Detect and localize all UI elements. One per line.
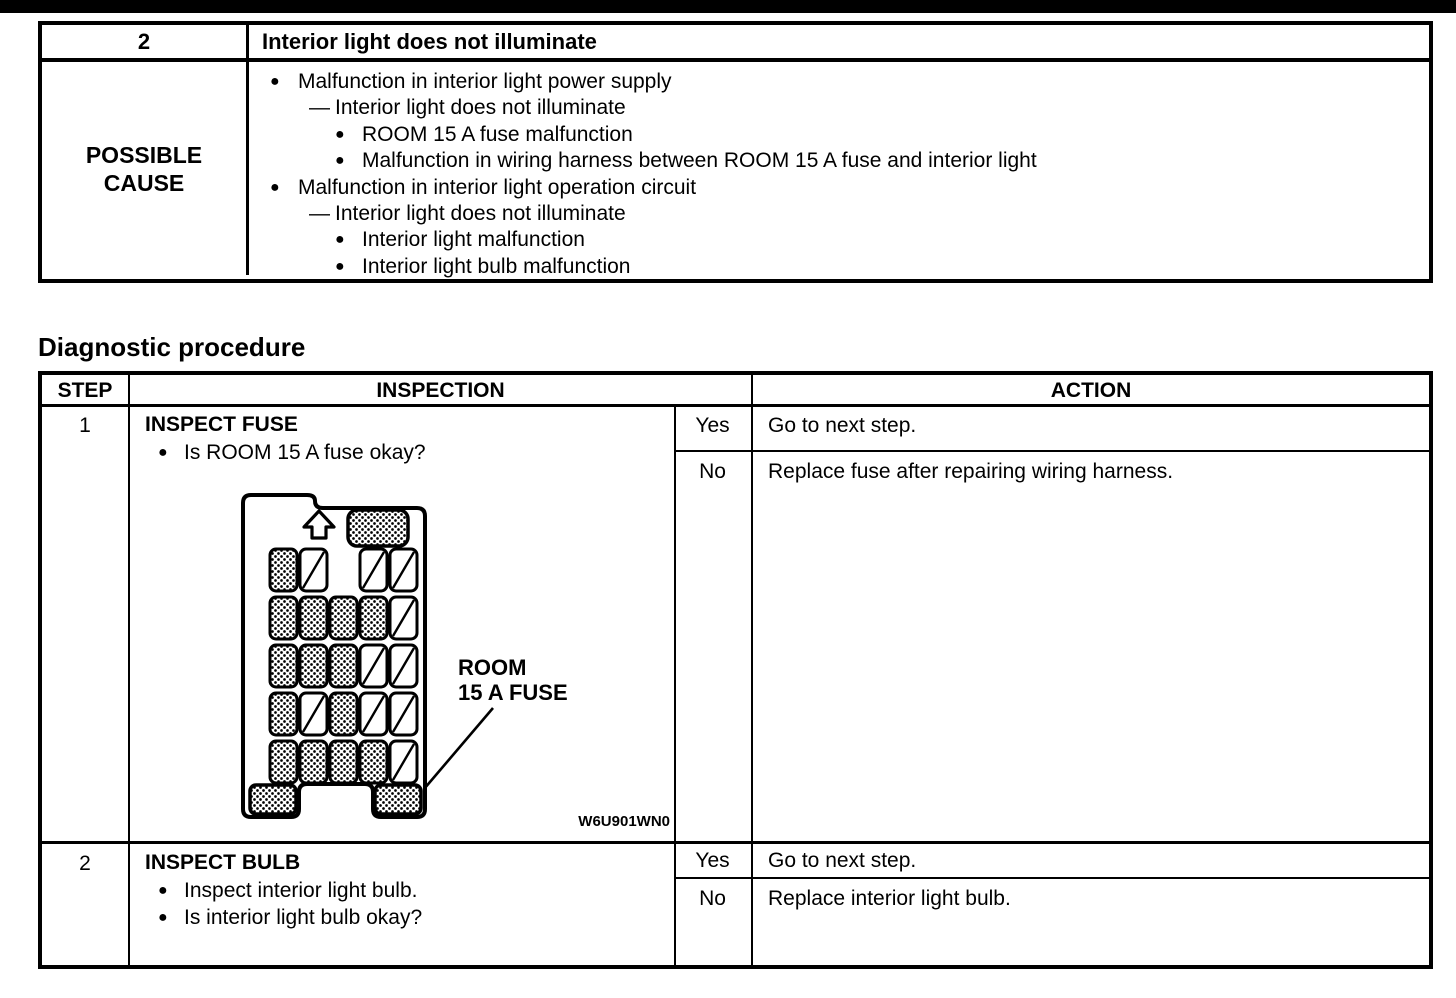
row-divider [674,877,1429,879]
cause-item [249,175,1429,201]
possible-cause-row [42,62,1429,278]
inspection-bullets [158,439,426,466]
cause-item [249,201,1429,227]
fuse-cell-used [250,785,296,814]
fuse-cell-used [270,549,297,591]
row-divider [42,404,1429,407]
fuse-cell-used [300,645,327,687]
step-number: 2 [79,852,91,875]
column-header-step: STEP [57,378,113,402]
fuse-cell-used [330,645,357,687]
bullet-icon: ● [270,73,280,90]
symptom-header-row [42,25,1429,62]
action-text: Replace interior light bulb. [768,887,1011,910]
cause-text: Interior light bulb malfunction [362,254,631,278]
step-number: 1 [79,414,91,437]
cause-text: Interior light malfunction [362,228,585,252]
bullet-icon: ● [158,909,168,926]
inspection-bullet [158,904,422,931]
cause-item [249,148,1429,174]
fuse-cell-used [360,741,387,783]
callout-line [424,708,493,789]
bullet-icon: ● [335,125,345,143]
action-text: Go to next step. [768,849,917,872]
row-divider [674,450,1429,452]
fuse-cell-used [330,597,357,639]
fuse-box-diagram [238,483,698,835]
fuse-cell-used [270,693,297,735]
yes-cell: Yes [695,849,730,872]
figure-label-line2: 15 A FUSE [458,680,568,705]
top-rule [0,0,1456,13]
figure-label-line1: ROOM [458,655,527,680]
fuse-cell-used [330,741,357,783]
fuse-cell-used [270,741,297,783]
bullet-icon: ● [158,882,168,899]
fuse-cell-used [348,510,408,546]
room-fuse-cell [375,785,421,814]
symptom-number: 2 [42,25,249,58]
no-cell: No [699,460,726,483]
bullet-text: Inspect interior light bulb. [184,879,418,902]
bullet-icon: ● [270,178,280,196]
row-divider [42,841,1429,844]
inspection-bullets [158,877,422,931]
yes-cell: Yes [695,414,730,437]
cause-item [249,69,1429,95]
fuse-cell-used [300,597,327,639]
inspection-title: INSPECT BULB [145,851,301,874]
bullet-icon: ● [335,152,345,170]
inspection-bullet [158,877,422,904]
symptom-table [38,21,1433,283]
action-text: Replace fuse after repairing wiring harness. [768,460,1174,483]
fuse-cell-used [360,597,387,639]
column-header-action: ACTION [1050,378,1132,402]
symptom-title: Interior light does not illuminate [262,28,597,54]
bullet-text: Is interior light bulb okay? [184,906,423,929]
cause-item [249,254,1429,280]
fuse-cell-used [300,741,327,783]
column-divider [128,375,130,965]
dash-icon: — [309,96,330,120]
page-title: Diagnostic procedure [38,332,306,362]
bullet-icon: ● [158,444,168,461]
cause-item [249,227,1429,253]
cause-text: Interior light does not illuminate [335,202,626,226]
inspection-title: INSPECT FUSE [145,413,298,436]
figure-code: W6U901WN0 [578,813,670,830]
column-header-inspection: INSPECTION [376,378,505,402]
cause-item [249,95,1429,121]
bullet-icon: ● [335,231,345,249]
fuse-cell-used [270,597,297,639]
fuse-box-figure [238,483,698,835]
no-cell: No [699,887,726,910]
bullet-text: Is ROOM 15 A fuse okay? [184,441,426,464]
cause-text: Malfunction in interior light power supply [298,70,672,93]
possible-cause-list [249,62,1429,278]
cause-text: Interior light does not illuminate [335,96,626,120]
procedure-table-inner [42,375,1429,965]
cause-text: ROOM 15 A fuse malfunction [362,122,633,146]
inspection-bullet [158,439,426,466]
action-text: Go to next step. [768,414,917,437]
bullet-icon: ● [335,257,345,275]
possible-cause-label: POSSIBLE CAUSE [42,62,249,275]
fuse-cell-used [270,645,297,687]
fuse-cell-used [330,693,357,735]
dash-icon: — [309,202,330,226]
cause-text: Malfunction in wiring harness between ROOM 15 A fuse and interior light [362,149,1037,173]
cause-item [249,122,1429,148]
cause-text: Malfunction in interior light operation circuit [298,175,697,199]
procedure-table [38,371,1433,969]
